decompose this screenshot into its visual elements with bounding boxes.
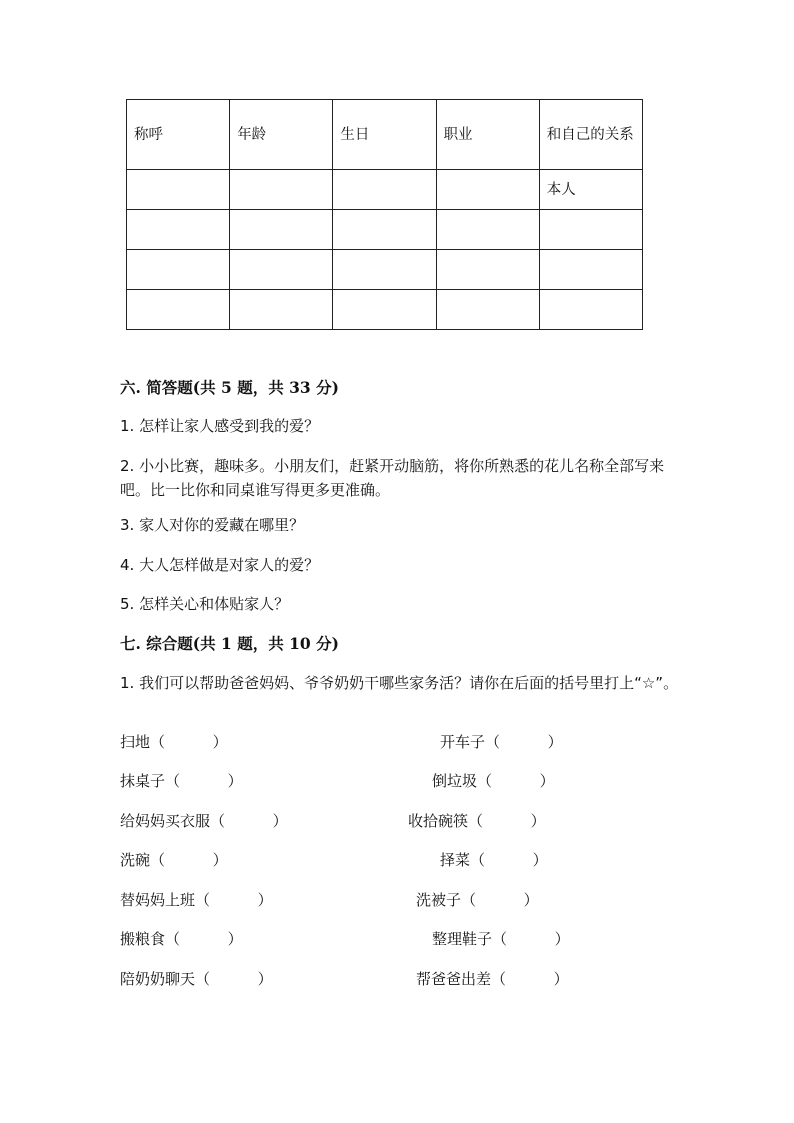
header-cell-age: 年龄	[230, 100, 333, 170]
table-cell[interactable]	[230, 210, 333, 250]
table-cell[interactable]	[333, 170, 436, 210]
chore-item[interactable]: 择菜（ ）	[440, 851, 548, 869]
table-cell[interactable]	[436, 250, 539, 290]
short-answer-question-4: 4. 大人怎样做是对家人的爱？	[120, 556, 320, 574]
table-row	[127, 290, 643, 330]
header-cell-title: 称呼	[127, 100, 230, 170]
chore-item[interactable]: 洗碗（ ）	[120, 851, 228, 869]
table-cell[interactable]	[127, 290, 230, 330]
chore-item[interactable]: 洗被子（ ）	[416, 891, 539, 909]
header-cell-relation: 和自己的关系	[539, 100, 642, 170]
table-cell[interactable]	[127, 210, 230, 250]
table-cell[interactable]	[436, 210, 539, 250]
chore-item[interactable]: 陪奶奶聊天（ ）	[120, 970, 273, 988]
chore-item[interactable]: 替妈妈上班（ ）	[120, 891, 273, 909]
section-7-title: 七. 综合题(共 1 题，共 10 分)	[120, 634, 339, 653]
table-header-row	[127, 100, 643, 170]
comprehensive-question-1: 1. 我们可以帮助爸爸妈妈、爷爷奶奶干哪些家务活？请你在后面的括号里打上“☆”。	[120, 674, 679, 692]
table-row	[127, 250, 643, 290]
header-cell-job: 职业	[436, 100, 539, 170]
section-6-title: 六. 简答题(共 5 题，共 33 分)	[120, 378, 339, 397]
chore-item[interactable]: 给妈妈买衣服（ ）	[120, 812, 288, 830]
table-cell[interactable]	[436, 290, 539, 330]
chore-item[interactable]: 整理鞋子（ ）	[432, 930, 570, 948]
table-cell[interactable]	[230, 170, 333, 210]
table-row	[127, 210, 643, 250]
short-answer-question-5: 5. 怎样关心和体贴家人？	[120, 595, 290, 613]
chore-item[interactable]: 帮爸爸出差（ ）	[416, 970, 569, 988]
chore-item[interactable]: 倒垃圾（ ）	[432, 772, 555, 790]
table-cell[interactable]	[539, 290, 642, 330]
table-cell[interactable]	[436, 170, 539, 210]
chore-item[interactable]: 开车子（ ）	[440, 733, 563, 751]
chore-item[interactable]: 扫地（ ）	[120, 733, 228, 751]
table-cell[interactable]	[127, 250, 230, 290]
table-cell[interactable]	[333, 210, 436, 250]
header-cell-birthday: 生日	[333, 100, 436, 170]
chore-item[interactable]: 搬粮食（ ）	[120, 930, 243, 948]
table-cell[interactable]	[539, 210, 642, 250]
table-cell[interactable]	[230, 290, 333, 330]
table-row	[127, 170, 643, 210]
table-cell: 本人	[539, 170, 642, 210]
family-info-table	[126, 99, 643, 330]
chore-item[interactable]: 收拾碗筷（ ）	[408, 812, 546, 830]
short-answer-question-2: 2. 小小比赛，趣味多。小朋友们，赶紧开动脑筋，将你所熟悉的花儿名称全部写来吧。比一比你和同桌谁写得更多更准确。	[120, 457, 665, 499]
table-cell[interactable]	[127, 170, 230, 210]
short-answer-question-3: 3. 家人对你的爱藏在哪里？	[120, 516, 305, 534]
short-answer-question-1: 1. 怎样让家人感受到我的爱？	[120, 417, 320, 435]
table-cell[interactable]	[230, 250, 333, 290]
table-cell[interactable]	[539, 250, 642, 290]
chore-item[interactable]: 抹桌子（ ）	[120, 772, 243, 790]
table-cell[interactable]	[333, 290, 436, 330]
table-cell[interactable]	[333, 250, 436, 290]
